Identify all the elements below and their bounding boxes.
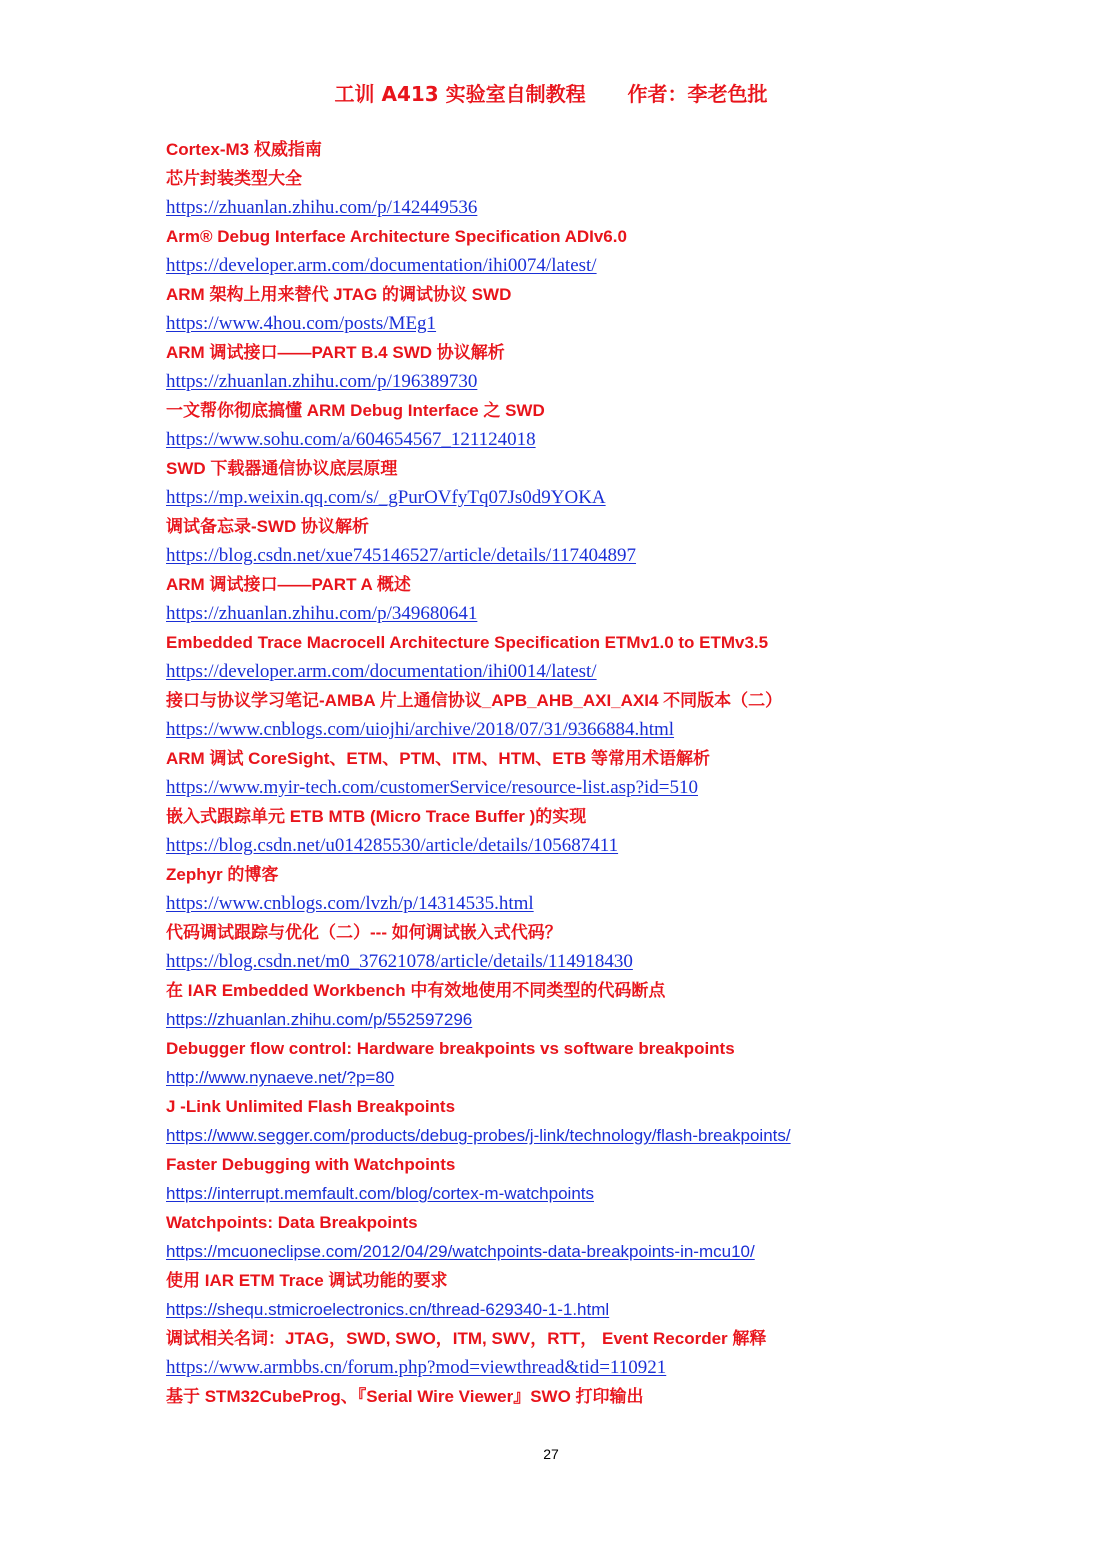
- reference-link[interactable]: https://www.sohu.com/a/604654567_121124018: [166, 429, 536, 450]
- reference-link[interactable]: https://www.4hou.com/posts/MEg1: [166, 313, 437, 334]
- reference-link[interactable]: https://zhuanlan.zhihu.com/p/196389730: [166, 371, 478, 392]
- reference-link[interactable]: https://zhuanlan.zhihu.com/p/552597296: [166, 1010, 473, 1029]
- reference-title: 使用 IAR ETM Trace 调试功能的要求: [166, 1271, 448, 1290]
- reference-title: Arm® Debug Interface Architecture Specification ADIv6.0: [166, 227, 627, 246]
- reference-link[interactable]: https://www.myir-tech.com/customerService/resource-list.asp?id=510: [166, 777, 698, 798]
- reference-link[interactable]: https://interrupt.memfault.com/blog/cortex-m-watchpoints: [166, 1184, 594, 1203]
- reference-link[interactable]: https://blog.csdn.net/xue745146527/article/details/117404897: [166, 545, 637, 566]
- reference-title: ARM 调试接口——PART B.4 SWD 协议解析: [166, 343, 505, 362]
- reference-title: ARM 调试接口——PART A 概述: [166, 575, 411, 594]
- reference-title: 基于 STM32CubeProg、『Serial Wire Viewer』SWO 打印输出: [166, 1387, 644, 1406]
- reference-link[interactable]: https://mp.weixin.qq.com/s/_gPurOVfyTq07Js0d9YOKA: [166, 487, 606, 508]
- reference-link[interactable]: https://www.segger.com/products/debug-probes/j-link/technology/flash-breakpoints/: [166, 1126, 791, 1145]
- reference-title: 芯片封装类型大全: [166, 169, 302, 188]
- reference-link[interactable]: https://www.cnblogs.com/lvzh/p/14314535.html: [166, 893, 534, 914]
- reference-link[interactable]: https://developer.arm.com/documentation/ihi0074/latest/: [166, 255, 597, 276]
- page-header: 工训 A413 实验室自制教程 作者：李老色批: [334, 82, 768, 106]
- reference-link[interactable]: https://mcuoneclipse.com/2012/04/29/watchpoints-data-breakpoints-in-mcu10/: [166, 1242, 755, 1261]
- reference-title: Faster Debugging with Watchpoints: [166, 1155, 456, 1174]
- reference-link[interactable]: https://zhuanlan.zhihu.com/p/142449536: [166, 197, 478, 218]
- reference-title: 在 IAR Embedded Workbench 中有效地使用不同类型的代码断点: [166, 981, 666, 1000]
- reference-link[interactable]: http://www.nynaeve.net/?p=80: [166, 1068, 395, 1087]
- reference-title: 接口与协议学习笔记-AMBA 片上通信协议_APB_AHB_AXI_AXI4 不同版本（二）: [166, 691, 783, 710]
- reference-link[interactable]: https://www.cnblogs.com/uiojhi/archive/2018/07/31/9366884.html: [166, 719, 675, 740]
- reference-link[interactable]: https://developer.arm.com/documentation/ihi0014/latest/: [166, 661, 597, 682]
- reference-title: 一文帮你彻底搞懂 ARM Debug Interface 之 SWD: [166, 401, 545, 420]
- reference-link[interactable]: https://www.armbbs.cn/forum.php?mod=viewthread&tid=110921: [166, 1357, 667, 1378]
- reference-title: Watchpoints: Data Breakpoints: [166, 1213, 418, 1232]
- reference-title: Debugger flow control: Hardware breakpoints vs software breakpoints: [166, 1039, 735, 1058]
- reference-title: SWD 下载器通信协议底层原理: [166, 459, 398, 478]
- reference-link[interactable]: https://blog.csdn.net/u014285530/article/details/105687411: [166, 835, 619, 856]
- reference-title: ARM 架构上用来替代 JTAG 的调试协议 SWD: [166, 285, 512, 304]
- reference-link[interactable]: https://shequ.stmicroelectronics.cn/thread-629340-1-1.html: [166, 1300, 610, 1319]
- page-number: 27: [543, 1446, 559, 1462]
- reference-title: Embedded Trace Macrocell Architecture Specification ETMv1.0 to ETMv3.5: [166, 633, 769, 652]
- reference-title: 调试备忘录-SWD 协议解析: [166, 517, 370, 536]
- reference-title: Zephyr 的博客: [166, 865, 279, 884]
- reference-title: ARM 调试 CoreSight、ETM、PTM、ITM、HTM、ETB 等常用术语解析: [166, 749, 710, 768]
- reference-list: [166, 135, 1066, 1411]
- reference-link[interactable]: https://zhuanlan.zhihu.com/p/349680641: [166, 603, 478, 624]
- reference-title: 调试相关名词：JTAG，SWD, SWO，ITM, SWV，RTT， Event Recorder 解释: [166, 1329, 767, 1348]
- reference-title: 代码调试跟踪与优化（二）--- 如何调试嵌入式代码？: [166, 923, 562, 942]
- reference-title: Cortex-M3 权威指南: [166, 140, 322, 159]
- reference-title: 嵌入式跟踪单元 ETB MTB (Micro Trace Buffer )的实现: [166, 807, 587, 826]
- reference-title: J -Link Unlimited Flash Breakpoints: [166, 1097, 456, 1116]
- reference-link[interactable]: https://blog.csdn.net/m0_37621078/article/details/114918430: [166, 951, 633, 972]
